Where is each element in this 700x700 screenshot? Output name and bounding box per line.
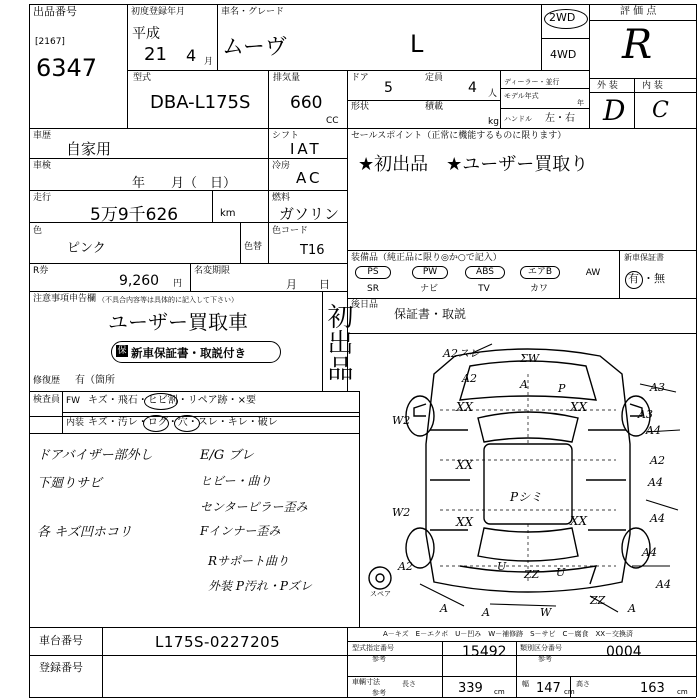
handwritten-note: Rサポート曲り — [208, 554, 290, 568]
shift-label: シフト — [272, 131, 300, 141]
drive-2wd: 2WD — [549, 11, 576, 24]
equip-aw: AW — [585, 268, 601, 278]
kg-unit: kg — [488, 117, 499, 127]
diagram-legend: A－キズ E－エクボ U－凹み W－補修跡 S－サビ C－腐食 XX－交換済 — [383, 630, 634, 638]
reg-month: 4 — [186, 46, 197, 65]
grade: L — [410, 30, 424, 58]
damage-mark: A4 — [642, 546, 657, 559]
aircon: AC — [296, 169, 323, 187]
km-unit: km — [220, 208, 236, 219]
frame-label: 車台番号 — [39, 634, 83, 647]
interior-label: 内 装 — [642, 81, 663, 91]
capacity-label: 定員 — [425, 73, 444, 83]
capacity: 4 — [468, 80, 477, 96]
handwritten-note: ヒビー・曲り — [200, 474, 272, 488]
papers-value: 保証書・取説 — [394, 307, 467, 321]
handwritten-note: センターピラー歪み — [200, 500, 308, 514]
history: 自家用 — [66, 140, 112, 158]
aircon-label: 冷房 — [272, 161, 291, 171]
equip-pw: PW — [412, 266, 448, 279]
equip-ps: PS — [355, 266, 391, 279]
exterior-value: D — [603, 94, 626, 127]
reg-year: 21 — [144, 44, 167, 65]
fw-label: FW — [66, 396, 81, 406]
dims-label: 車輌寸法 — [352, 678, 380, 686]
length-unit: cm — [494, 688, 505, 696]
interior-value: C — [652, 98, 669, 123]
damage-mark: P — [558, 382, 566, 395]
width-unit: cm — [564, 688, 575, 696]
recycle: 9,260 — [119, 273, 160, 289]
notes-main: ユーザー買取車 — [108, 310, 248, 334]
displacement: 660 — [290, 93, 323, 113]
damage-mark: A — [628, 602, 636, 615]
height: 163 — [640, 681, 665, 696]
repair-value: 有（箇所 — [75, 375, 115, 386]
color-code-label: 色コード — [272, 226, 309, 236]
repair-label: 修復歴 — [33, 376, 61, 386]
frame-number: L175S-0227205 — [155, 633, 281, 651]
inspector-label: 検査員 — [33, 395, 61, 405]
month-unit: 月 — [204, 57, 214, 67]
color-label: 色 — [33, 226, 43, 236]
doors: 5 — [384, 80, 393, 96]
dealer-label: ディーラー・並行 — [504, 78, 560, 86]
damage-mark: A4 — [646, 424, 661, 437]
model-label: 型式 — [133, 73, 152, 83]
color-code: T16 — [300, 243, 325, 258]
damage-mark: U — [556, 566, 566, 579]
damage-mark: A2 — [462, 372, 477, 385]
doors-label: ドア — [351, 73, 369, 83]
damage-mark: U — [497, 560, 507, 573]
damage-mark: A2 — [650, 454, 665, 467]
damage-mark: A3 — [638, 408, 653, 421]
interior-row-label: 内装 — [66, 418, 85, 428]
height-unit: cm — [677, 688, 688, 696]
handle: 左・右 — [545, 113, 575, 124]
equip-abs: ABS — [465, 266, 505, 279]
first-listing: 初出品 — [323, 303, 353, 381]
handwritten-note: 各 キズ凹ホコリ — [37, 525, 132, 540]
damage-mark: A4 — [656, 578, 671, 591]
damage-mark: A4 — [648, 476, 663, 489]
damage-mark: ZZ — [524, 568, 540, 581]
damage-mark: XX — [456, 458, 474, 472]
sales-label: セールスポイント（正常に機能するものに限ります） — [351, 131, 567, 141]
spare-label: スペア — [370, 590, 391, 598]
shift: IAT — [290, 140, 322, 158]
handwritten-note: ドアバイザー部外し — [37, 448, 153, 463]
equip-leather: カワ — [529, 284, 548, 294]
fw-items: キズ・飛石・ヒビ割・リペア跡・×要 — [88, 395, 256, 406]
equipment-label: 装備品（純正品に限り◎か○で記入） — [351, 253, 502, 263]
damage-mark: ZZ — [590, 594, 606, 607]
interior-circle-1 — [143, 415, 169, 432]
displacement-label: 排気量 — [273, 73, 301, 83]
handwritten-note: Fインナー歪み — [200, 524, 281, 538]
first-reg-label: 初度登録年月 — [131, 7, 186, 17]
lot-label: 出品番号 — [33, 5, 77, 18]
damage-mark: A — [520, 378, 528, 391]
notes-sublabel: （不具合内容等は具体的に記入して下さい） — [98, 296, 238, 304]
handwritten-note: 下廻りサビ — [37, 476, 103, 491]
interior-items: キズ・汚レ・ログ・穴・スレ・キレ・破レ — [88, 417, 278, 428]
equip-navi: ナビ — [419, 284, 438, 294]
stamp-icon: 保 — [117, 346, 127, 356]
era: 平成 — [132, 26, 160, 42]
damage-mark: W2 — [392, 414, 411, 427]
handwritten-note: E/G ブレ — [200, 448, 254, 463]
lot-sub: [2167] — [35, 37, 65, 47]
damage-mark: XX — [456, 515, 474, 529]
person-unit: 人 — [488, 89, 498, 99]
name-label: 車名・グレード — [221, 7, 285, 17]
history-label: 車歴 — [33, 131, 52, 141]
equip-airbag: エアB — [520, 266, 560, 279]
type-cert: 15492 — [462, 644, 507, 660]
cc-unit: CC — [326, 116, 339, 126]
score-value: R — [622, 22, 653, 68]
notes-label: 注意事項申告欄 — [33, 294, 97, 304]
load-label: 積載 — [425, 102, 444, 112]
type-cert-label: 型式指定番号 — [352, 644, 394, 652]
drive-4wd: 4WD — [550, 48, 577, 61]
inspection: 年 月（ 日） — [132, 176, 237, 191]
color: ピンク — [67, 241, 106, 256]
yen-unit: 円 — [173, 279, 183, 289]
damage-mark: A3 — [650, 381, 665, 394]
fuel: ガソリン — [279, 205, 340, 223]
ref-2: 参考 — [538, 655, 552, 663]
width-label: 幅 — [522, 680, 529, 688]
warranty-label: 新車保証書 — [624, 253, 664, 262]
name-change-label: 名変期限 — [194, 266, 231, 276]
warranty-yes: 有 — [628, 272, 639, 285]
damage-mark: W2 — [392, 506, 411, 519]
year-unit: 年 — [577, 99, 584, 107]
damage-mark: Pシミ — [510, 490, 543, 504]
warranty-no: ・無 — [643, 272, 665, 285]
mileage-label: 走行 — [33, 193, 52, 203]
inspection-label: 車検 — [33, 161, 52, 171]
damage-mark: A — [440, 602, 448, 615]
fuel-label: 燃料 — [272, 193, 291, 203]
damage-mark: XX — [570, 400, 588, 414]
length: 339 — [458, 681, 483, 696]
name-change: 月 日 — [286, 278, 330, 291]
exterior-label: 外 装 — [597, 81, 618, 91]
model-year-label: モデル年式 — [504, 92, 539, 100]
ref-1: 参考 — [372, 655, 386, 663]
damage-mark: A2スレ — [443, 347, 480, 360]
handle-label: ハンドル — [504, 115, 532, 123]
fw-circle — [144, 393, 178, 410]
damage-mark: A2 — [398, 560, 413, 573]
model: DBA-L175S — [150, 92, 251, 113]
lot-number: 6347 — [36, 54, 98, 82]
equip-tv: TV — [478, 284, 490, 294]
car-name: ムーヴ — [222, 35, 287, 60]
damage-mark: A4 — [650, 512, 665, 525]
damage-mark: XX — [570, 514, 588, 528]
notes-badge: 新車保証書・取説付き — [131, 346, 246, 360]
damage-mark: ΣW — [520, 352, 540, 365]
papers-label: 後日品 — [351, 300, 379, 310]
class-label: 類別区分番号 — [520, 644, 562, 652]
width: 147 — [536, 681, 561, 696]
height-label: 高さ — [576, 680, 590, 688]
damage-mark: A — [482, 606, 490, 619]
damage-mark: XX — [456, 400, 474, 414]
car-diagram — [360, 334, 696, 627]
sales-points: ★初出品 ★ユーザー買取り — [358, 154, 589, 175]
color-change-label: 色替 — [244, 242, 263, 252]
recycle-label: R券 — [33, 266, 49, 276]
mileage: 5万9千626 — [90, 205, 179, 225]
ref-3: 参考 — [372, 689, 386, 697]
equip-sr: SR — [367, 284, 379, 294]
damage-mark: W — [540, 606, 552, 619]
length-label: 長さ — [402, 680, 416, 688]
class: 0004 — [606, 644, 642, 660]
shape-label: 形状 — [351, 102, 370, 112]
interior-circle-2 — [174, 415, 200, 432]
handwritten-note: 外装 P汚れ・Pズレ — [208, 579, 312, 593]
reg-label: 登録番号 — [39, 661, 83, 674]
score-label: 評 価 点 — [620, 6, 657, 17]
